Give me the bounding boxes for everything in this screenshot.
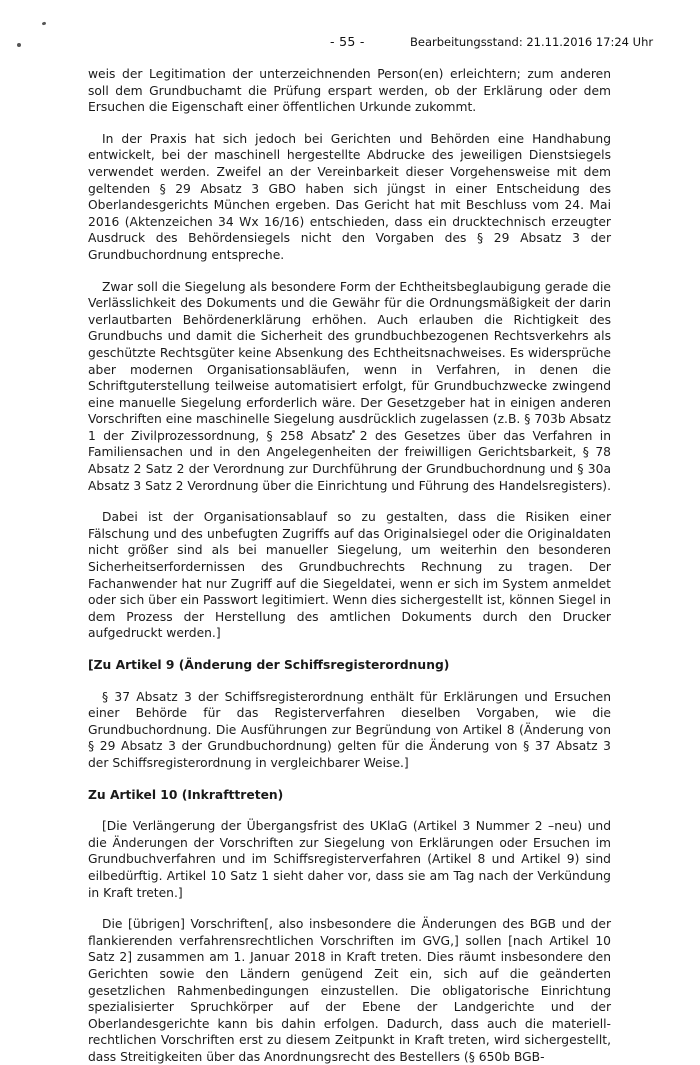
- paragraph: weis der Legitimation der unterzeichnenden Person(en) erleichtern; zum anderen soll dem Grundbuchamt die Prüfung erspart werden, ob der Erklärung oder dem Ersuchen die Eigenschaft einer öffentlichen Urkunde zukommt.: [88, 67, 611, 115]
- paragraph: Dabei ist der Organisationsablauf so zu gestalten, dass die Risiken einer Fälschung und des unbefugten Zugriffs auf das Originalsiegel oder die Originaldaten nicht größer sind als bei manueller Siegelung, um weiterhin den besonderen Sicherheitserfordernissen des Grundbuchrechts Rechnung zu tragen. Der Fachanwender hat nur Zugriff auf die Siegeldatei, wenn er sich im System anmeldet oder sich über ein Passwort legitimiert. Wenn dies sichergestellt ist, können Siegel in dem Prozess der Herstellung des amtlichen Dokuments durch den Drucker aufgedruckt werden.]: [88, 510, 611, 641]
- page-number: - 55 -: [330, 34, 365, 49]
- document-body: [88, 66, 611, 1065]
- paragraph: In der Praxis hat sich jedoch bei Gerichten und Behörden eine Handhabung entwickelt, bei der maschinell hergestellte Abdrucke des jeweiligen Dienstsiegels verwendet werden. Zweifel an der Vereinbarkeit dieser Vorgehensweise mit dem geltenden § 29 Absatz 3 GBO haben sich jüngst in einer Entscheidung des Oberlandesgerichts München ergeben. Das Gericht hat mit Beschluss vom 24. Mai 2016 (Aktenzeichen 34 Wx 16/16) entschieden, dass ein drucktechnisch erzeugter Ausdruck des Behördensiegels nicht den Vorgaben des § 29 Absatz 3 der Grundbuchordnung entspreche.: [88, 131, 611, 262]
- section-heading-artikel-10: Zu Artikel 10 (Inkrafttreten): [88, 787, 284, 802]
- section-heading-artikel-9: [Zu Artikel 9 (Änderung der Schiffsregisterordnung): [88, 658, 450, 672]
- paragraph: Zwar soll die Siegelung als besondere Form der Echtheitsbeglaubigung gerade die Verlässlichkeit des Dokuments und die Gewähr für die Ordnungsmäßigkeit der darin verlautbarten Behördenerklärung erhöhen. Auch erlauben die Richtigkeit des Grundbuchs und damit die Sicherheit des grundbuchbezogenen Rechtsverkehrs als geschützte Rechtsgüter keine Absenkung des Echtheitsnachweises. Es widersprüche aber modernen Organisationsabläufen, wenn in Verfahren, in denen die Schriftguterstellung teilweise automatisiert erfolgt, für Grundbuchzwecke zwingend eine manuelle Siegelung erforderlich wäre. Der Gesetzgeber hat in einigen anderen Vorschriften eine maschinelle Siegelung ausdrücklich zugelassen (z.B. § 703b Absatz 1 der Zivilprozessordnung, § 258 Absatz 2 des Gesetzes über das Verfahren in Familiensachen und in den Angelegenheiten der freiwilligen Gerichtsbarkeit, § 78 Absatz 2 Satz 2 der Verordnung zur Durchführung der Grundbuchordnung und § 30a Absatz 3 Satz 2 Verordnung über die Einrichtung und Führung des Handelsregisters).: [88, 279, 612, 493]
- paragraph: [Die Verlängerung der Übergangsfrist des UKlaG (Artikel 3 Nummer 2 –neu) und die Änderungen der Vorschriften zur Siegelung von Erklärungen oder Ersuchen im Grundbuchverfahren und im Schiffsregisterverfahren (Artikel 8 und Artikel 9) sind eilbedürftig. Artikel 10 Satz 1 sieht daher vor, dass sie am Tag nach der Verkündung in Kraft treten.]: [88, 819, 611, 900]
- paragraph: § 37 Absatz 3 der Schiffsregisterordnung enthält für Erklärungen und Ersuchen einer Behörde für das Registerverfahren dieselben Vorgaben, wie die Grundbuchordnung. Die Ausführungen zur Begründung von Artikel 8 (Änderung von § 29 Absatz 3 der Grundbuchordnung) gelten für die Änderung von § 37 Absatz 3 der Schiffsregisterordnung in vergleichbarer Weise.]: [88, 689, 611, 770]
- paragraph: Die [übrigen] Vorschriften[, also insbesondere die Änderungen des BGB und der flankierenden verfahrensrechtlichen Vorschriften im GVG,] sollen [nach Artikel 10 Satz 2] zusammen am 1. Januar 2018 in Kraft treten. Dies räumt insbesondere den Gerichten sowie den Ländern genügend Zeit ein, sich auf die geänderten gesetzlichen Rahmenbedingungen einzustellen. Die obligatorische Einrichtung spezialisierter Spruchkörper auf der Ebene der Landgerichte und der Oberlandesgerichte kann bis dahin erfolgen. Dadurch, dass auch die materiell-rechtlichen Vorschriften erst zu diesem Zeitpunkt in Kraft treten, wird sichergestellt, dass Streitigkeiten über das Anordnungsrecht des Bestellers (§ 650b BGB-: [88, 917, 611, 1064]
- page-header: [0, 34, 700, 50]
- edit-status: Bearbeitungsstand: 21.11.2016 17:24 Uhr: [410, 35, 654, 49]
- scan-speck: [42, 21, 47, 25]
